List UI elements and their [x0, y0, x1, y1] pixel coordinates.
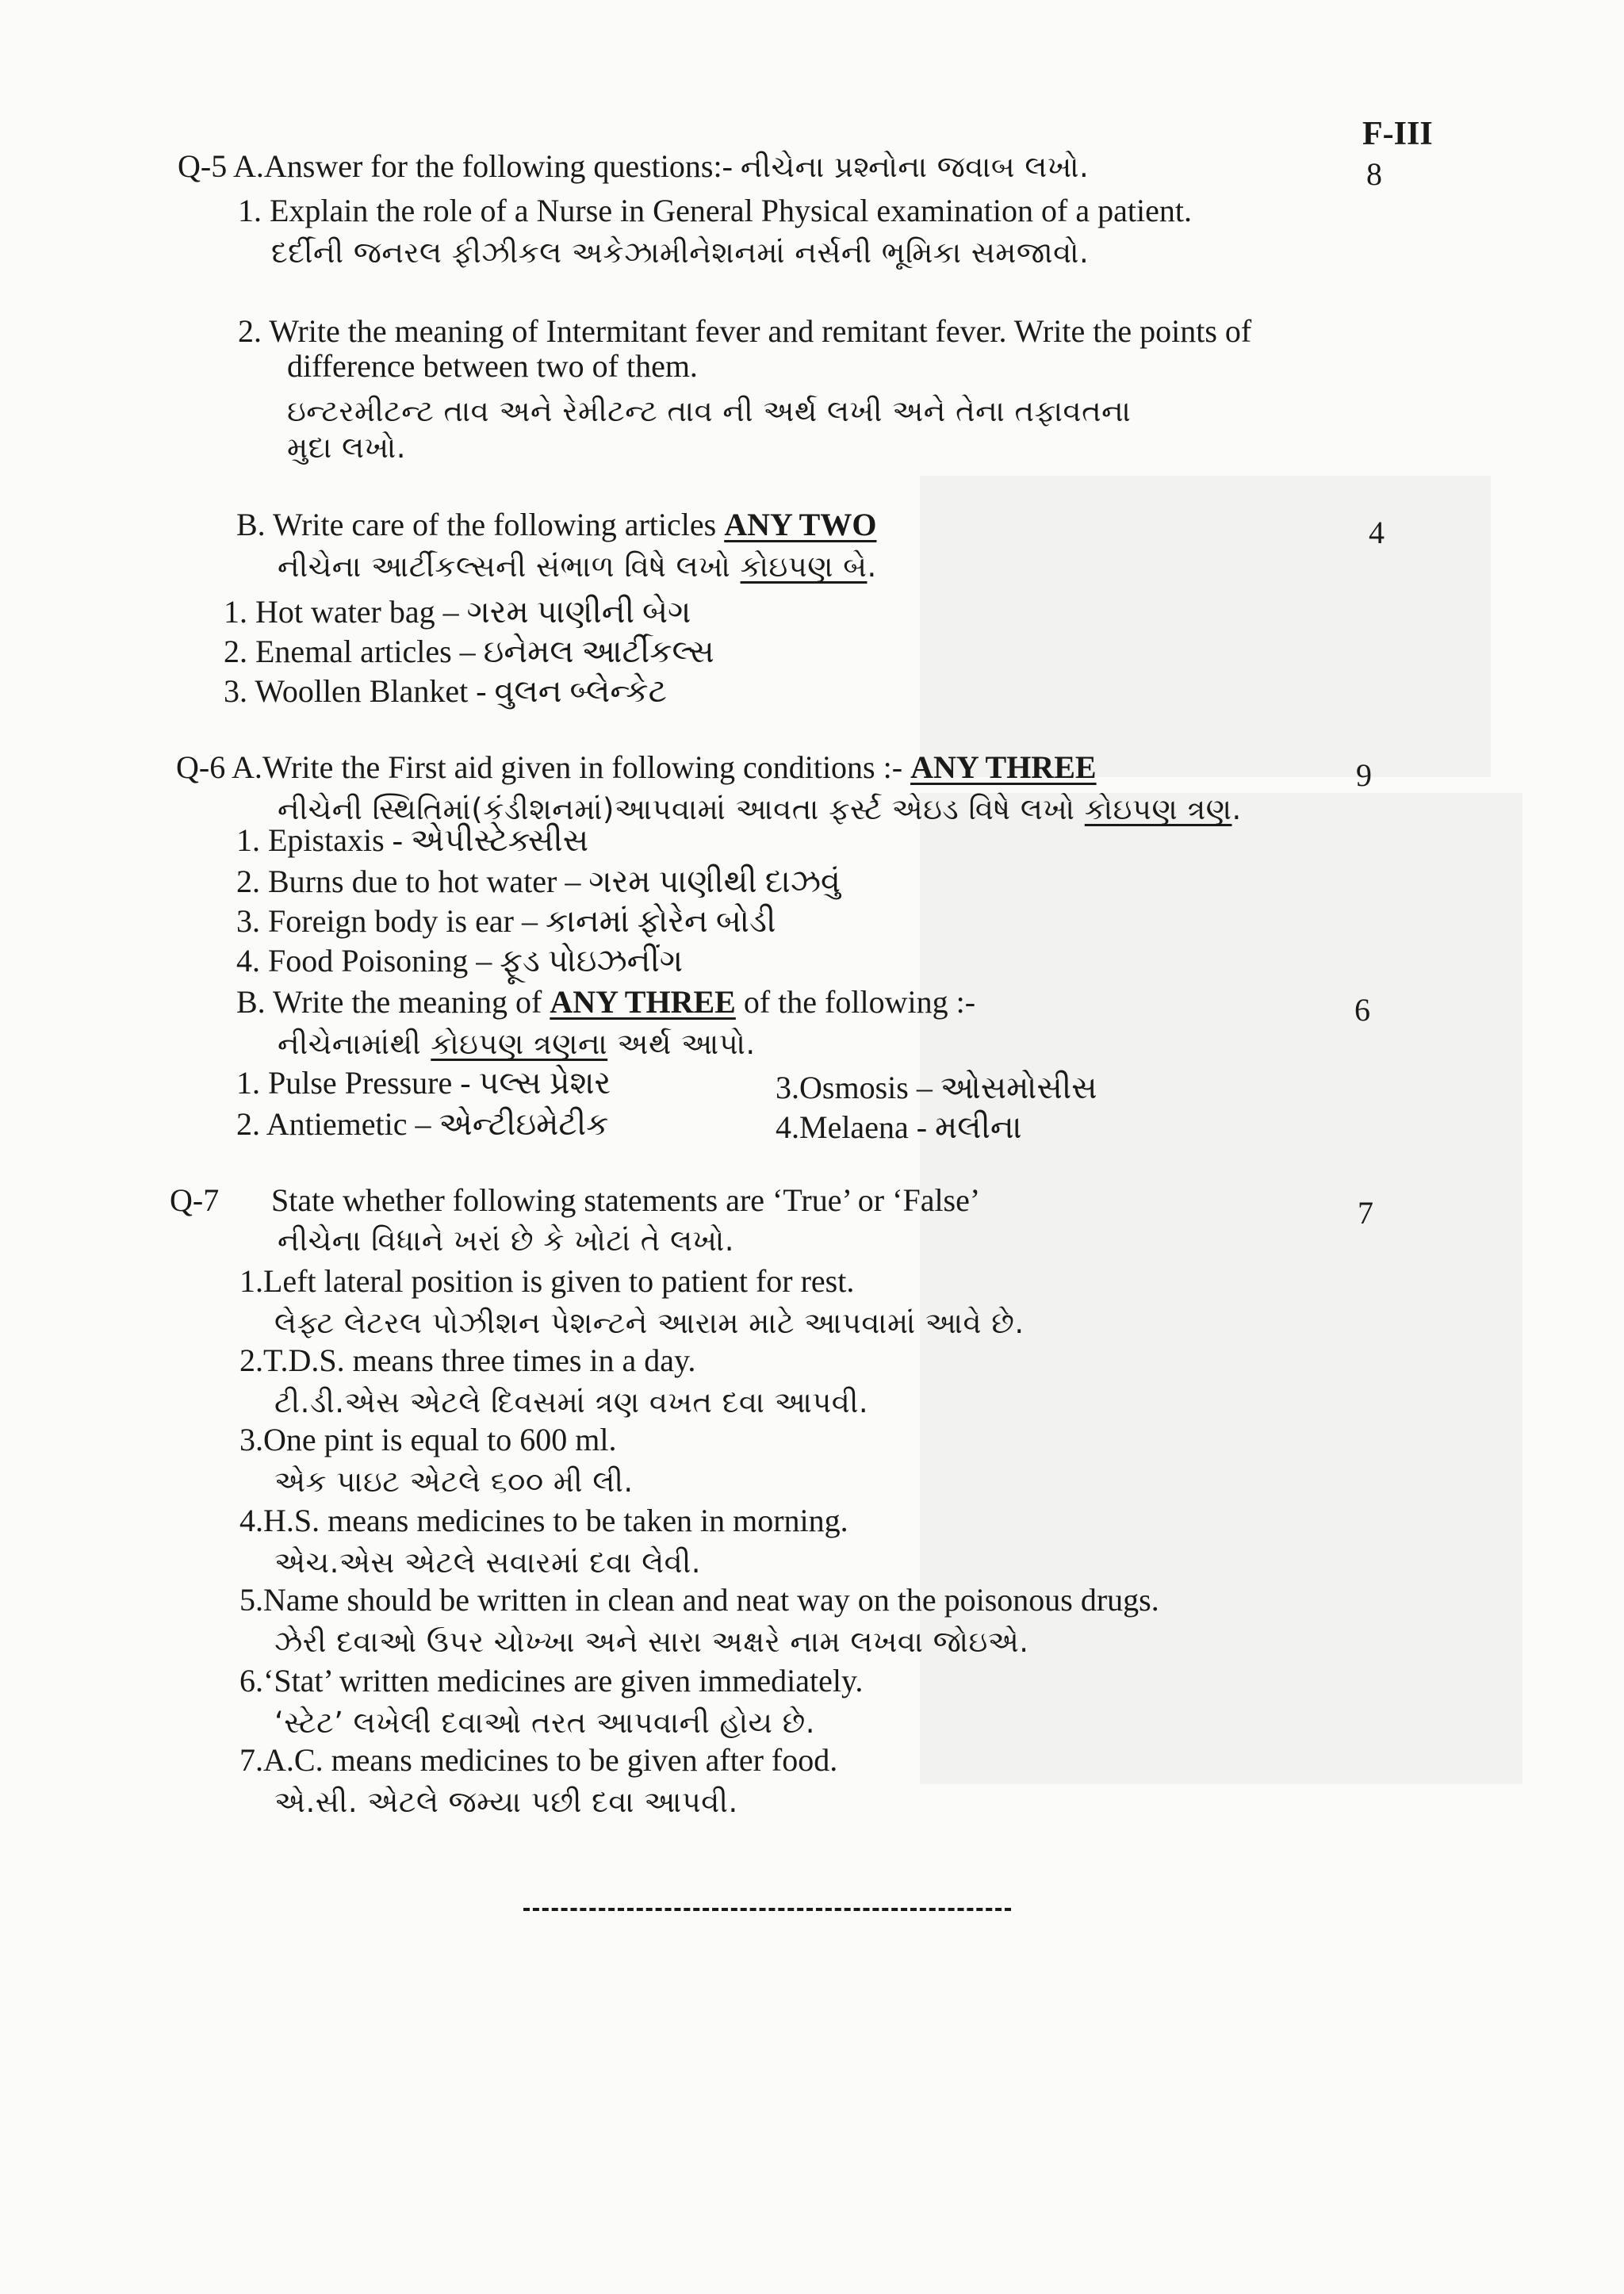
q5-a-item-1-gu: દર્દીની જનરલ ફીઝીકલ અકેઝામીનેશનમાં નર્સની ભૂમિકા સમજાવો.	[271, 236, 1090, 270]
q7-item-6: 6.‘Stat’ written medicines are given immediately.	[239, 1663, 864, 1698]
q7-item-3-gu: એક પાઇટ એટલે ૬૦૦ મી લી.	[274, 1465, 634, 1499]
q6-a-emph: ANY THREE	[910, 749, 1097, 785]
q7-item-2: 2.T.D.S. means three times in a day.	[239, 1342, 696, 1378]
q7-item-4-gu: એચ.એસ એટલે સવારમાં દવા લેવી.	[274, 1545, 702, 1580]
q5-b-item-2: 2. Enemal articles – ઇનેમલ આર્ટીકલ્સ	[224, 634, 714, 669]
q7-marks: 7	[1358, 1195, 1373, 1231]
q7-item-4: 4.H.S. means medicines to be taken in morning.	[239, 1503, 848, 1538]
bleed-through-shadow	[920, 476, 1491, 777]
q5-b-heading	[236, 509, 876, 541]
q7-intro: State whether following statements are ‘True’ or ‘False’	[271, 1182, 981, 1218]
q6-a-item-4: 4. Food Poisoning – ફૂડ પોઇઝનીંગ	[236, 943, 684, 978]
q7-item-2-gu: ટી.ડી.એસ એટલે દિવસમાં ત્રણ વખત દવા આપવી.	[274, 1385, 869, 1419]
q6-a-marks: 9	[1356, 757, 1372, 793]
q5-a-label-gu: નીચેના પ્રશ્નોના જવાબ લખો.	[740, 150, 1090, 184]
q7-item-6-gu: ‘સ્ટેટ’ લખેલી દવાઓ તરત આપવાની હોય છે.	[274, 1706, 816, 1740]
q7-item-7: 7.A.C. means medicines to be given after food.	[239, 1742, 838, 1778]
q6-a-item-2: 2. Burns due to hot water – ગરમ પાણીથી દાઝવું	[236, 864, 841, 899]
q5-b-label: B. Write care of the following articles	[236, 507, 717, 542]
q7-item-1: 1.Left lateral position is given to patient for rest.	[239, 1263, 855, 1299]
q6-a-heading	[176, 749, 1097, 785]
q5-b-emph-gu: કોઇપણ બે	[740, 550, 868, 584]
q5-b-item-3: 3. Woollen Blanket - વુલન બ્લેન્કેટ	[224, 673, 667, 709]
q5-a-label: Q-5 A.Answer for the following questions:-	[178, 148, 733, 184]
q7-item-7-gu: એ.સી. એટલે જમ્યા પછી દવા આપવી.	[274, 1785, 738, 1819]
q5-b-label-gu: નીચેના આર્ટીકલ્સની સંભાળ વિષે લખો	[278, 550, 731, 584]
q5-a-marks: 8	[1366, 156, 1382, 192]
q6-b-label-gu-end: અર્થ આપો.	[617, 1027, 756, 1061]
q5-a-item-1: 1. Explain the role of a Nurse in General Physical examination of a patient.	[238, 193, 1192, 228]
q6-a-label-gu: નીચેની સ્થિતિમાં(કંડીશનમાં)આપવામાં આવતા ફર્સ્ટ એઇડ વિષે લખો	[278, 792, 1075, 826]
q5-a-item-2-gu: ઇન્ટરમીટન્ટ તાવ અને રેમીટન્ટ તાવ ની અર્થ લખી અને તેના તફાવતના	[287, 394, 1132, 428]
end-of-paper-rule	[523, 1908, 1011, 1911]
q5-b-emph: ANY TWO	[724, 507, 877, 542]
q6-a-heading-gu: નીચેની સ્થિતિમાં(કંડીશનમાં)આપવામાં આવતા ફર્સ્ટ એઇડ વિષે લખો કોઇપણ ત્રણ.	[278, 792, 1242, 826]
q6-b-label-gu: નીચેનામાંથી	[278, 1027, 422, 1061]
q6-b-label: B. Write the meaning of	[236, 984, 542, 1020]
q5-b-heading-gu: નીચેના આર્ટીકલ્સની સંભાળ વિષે લખો કોઇપણ બે.	[278, 550, 877, 584]
q5-b-item-1: 1. Hot water bag – ગરમ પાણીની બેગ	[224, 594, 691, 630]
q6-b-marks: 6	[1354, 992, 1370, 1028]
page-code: F-III	[1362, 116, 1433, 152]
q6-a-item-1: 1. Epistaxis - એપીસ્ટેક્સીસ	[236, 822, 589, 858]
q6-b-emph: ANY THREE	[550, 984, 736, 1020]
q7-item-5: 5.Name should be written in clean and neat way on the poisonous drugs.	[239, 1582, 1159, 1618]
q6-b-item-3: 3.Osmosis – ઓસમોસીસ	[776, 1070, 1097, 1105]
q6-b-item-4: 4.Melaena - મલીના	[776, 1109, 1022, 1145]
q6-b-label-end: of the following :-	[743, 984, 976, 1020]
q7-item-3: 3.One pint is equal to 600 ml.	[239, 1422, 617, 1457]
q5-a-item-2-cont: difference between two of them.	[287, 348, 698, 384]
q7-label: Q-7	[170, 1182, 220, 1218]
q7-intro-gu: નીચેના વિધાને ખરાં છે કે ખોટાં તે લખો.	[278, 1224, 734, 1258]
q6-b-heading	[236, 986, 975, 1018]
q6-a-item-3: 3. Foreign body is ear – કાનમાં ફોરેન બોડી	[236, 903, 776, 939]
q5-a-item-2-gu-cont: મુદા લખો.	[287, 431, 407, 465]
q5-a-heading	[178, 148, 1090, 184]
q7-item-1-gu: લેફ્ટ લેટરલ પોઝીશન પેશન્ટને આરામ માટે આપવામાં આવે છે.	[274, 1306, 1025, 1340]
q6-a-emph-gu: કોઇપણ ત્રણ	[1084, 792, 1232, 826]
q6-b-item-1: 1. Pulse Pressure - પલ્સ પ્રેશર	[236, 1065, 611, 1101]
q5-b-marks: 4	[1369, 515, 1385, 550]
q5-a-item-2: 2. Write the meaning of Intermitant fever and remitant fever. Write the points of	[238, 313, 1252, 349]
q6-b-emph-gu: કોઇપણ ત્રણના	[431, 1027, 608, 1061]
q6-b-item-2: 2. Antiemetic – એન્ટીઇમેટીક	[236, 1106, 609, 1142]
q7-item-5-gu: ઝેરી દવાઓ ઉપર ચોખ્ખા અને સારા અક્ષરે નામ લખવા જોઇએ.	[274, 1625, 1029, 1659]
q6-b-heading-gu	[278, 1029, 756, 1059]
q6-a-label: Q-6 A.Write the First aid given in following conditions :-	[176, 749, 903, 785]
